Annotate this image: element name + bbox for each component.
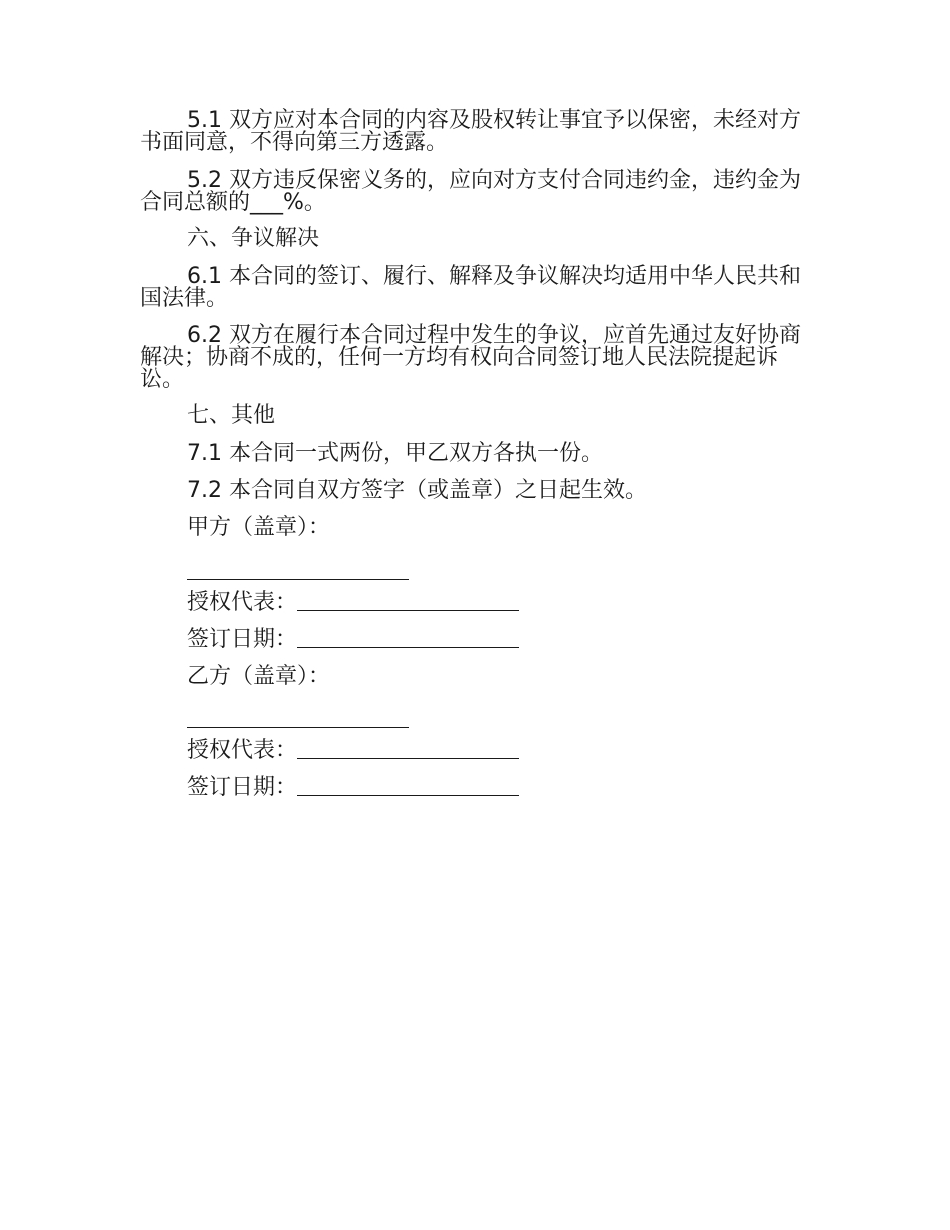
- clause-5-2: 5.2 双方违反保密义务的，应向对方支付合同违约金，违约金为合同总额的___%。: [140, 168, 801, 215]
- section-heading-7: 七、其他: [187, 403, 276, 428]
- clause-6-1: 6.1 本合同的签订、履行、解释及争议解决均适用中华人民共和国法律。: [140, 264, 801, 311]
- party-b-date-line: [297, 775, 519, 796]
- clause-7-1: 7.1 本合同一式两份，甲乙双方各执一份。: [187, 441, 603, 466]
- party-a-date-line: [297, 627, 519, 648]
- party-b-representative-line: [297, 738, 519, 759]
- clause-7-2: 7.2 本合同自双方签字（或盖章）之日起生效。: [187, 478, 647, 503]
- party-a-label: 甲方（盖章）：: [187, 515, 331, 540]
- party-b-sign-date: 签订日期：: [187, 775, 519, 801]
- party-b-signature-line: [187, 727, 409, 728]
- party-a-signature-line: [187, 579, 409, 580]
- clause-5-1: 5.1 双方应对本合同的内容及股权转让事宜予以保密，未经对方书面同意，不得向第三方透露。: [140, 108, 801, 155]
- party-a-representative: 授权代表：: [187, 590, 519, 616]
- party-a-representative-line: [297, 590, 519, 611]
- party-a-sign-date: 签订日期：: [187, 627, 519, 653]
- section-heading-6: 六、争议解决: [187, 226, 320, 251]
- clause-6-2: 6.2 双方在履行本合同过程中发生的争议，应首先通过友好协商解决；协商不成的，任何一方均有权向合同签订地人民法院提起诉讼。: [140, 323, 801, 392]
- party-b-label: 乙方（盖章）：: [187, 664, 331, 689]
- party-b-representative: 授权代表：: [187, 738, 519, 764]
